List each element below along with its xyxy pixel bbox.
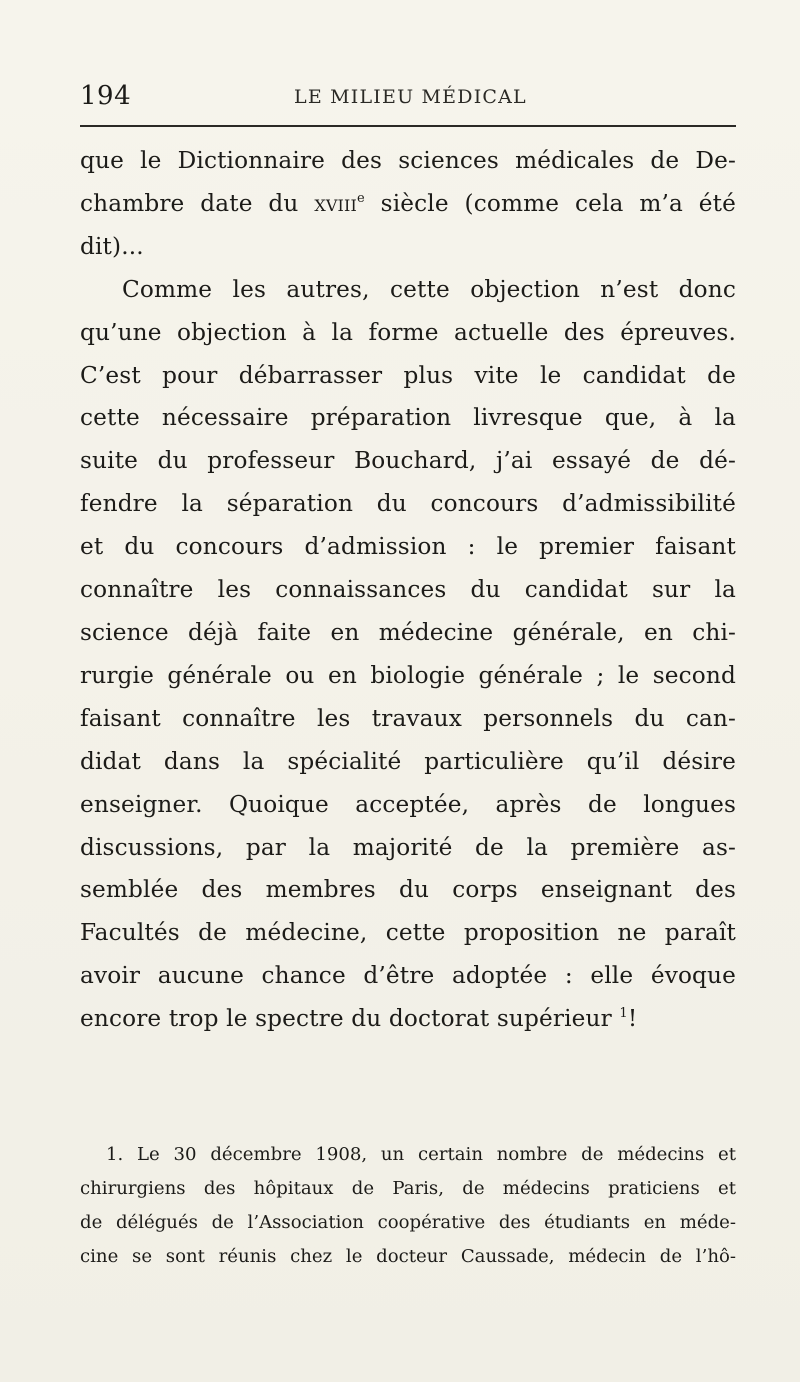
exclamation-mark: !: [627, 1005, 638, 1033]
text-line: qu’une objection à la forme actuelle des épreuves.: [80, 318, 736, 346]
text-line: rurgie générale ou en biologie générale ; le second: [80, 661, 736, 689]
text-line: science déjà faite en médecine générale, en chi-: [80, 618, 736, 646]
footnote-line: de délégués de l’Association coopérative des étudiants en méde-: [80, 1212, 736, 1233]
text-line: semblée des membres du corps enseignant des: [80, 876, 736, 904]
text-fragment: encore trop le spectre du doctorat supérieur: [80, 1005, 612, 1033]
text-line: Comme les autres, cette objection n’est donc: [122, 275, 736, 303]
text-fragment: chambre date du: [80, 189, 315, 217]
footnote-reference[interactable]: 1: [619, 1006, 628, 1022]
century-superscript: e: [356, 190, 365, 206]
text-line: faisant connaître les travaux personnels du can-: [80, 704, 736, 732]
footnote-line: chirurgiens des hôpitaux de Paris, de médecins praticiens et: [80, 1178, 736, 1199]
text-fragment: siècle (comme cela m’a été: [364, 189, 736, 217]
text-line: et du concours d’admission : le premier faisant: [80, 533, 736, 561]
running-title: LE MILIEU MÉDICAL: [294, 86, 527, 108]
text-line: avoir aucune chance d’être adoptée : elle évoque: [80, 962, 736, 990]
text-line: cette nécessaire préparation livresque que, à la: [80, 404, 736, 432]
text-line: discussions, par la majorité de la première as-: [80, 833, 736, 861]
header-rule: [80, 125, 736, 127]
text-line: enseigner. Quoique acceptée, après de longues: [80, 790, 736, 818]
footnote-line: cine se sont réunis chez le docteur Caussade, médecin de l’hô-: [80, 1246, 736, 1267]
footnote: [80, 1138, 736, 1274]
running-head: [80, 78, 740, 114]
text-line: C’est pour débarrasser plus vite le candidat de: [80, 361, 736, 389]
text-line: [80, 998, 736, 1041]
text-line: Facultés de médecine, cette proposition ne paraît: [80, 919, 736, 947]
text-line: didat dans la spécialité particulière qu’il désire: [80, 747, 736, 775]
text-line: fendre la séparation du concours d’admissibilité: [80, 490, 736, 518]
text-line: [80, 183, 736, 226]
main-text: [80, 140, 736, 1041]
text-line: suite du professeur Bouchard, j’ai essayé de dé-: [80, 447, 736, 475]
text-line: que le Dictionnaire des sciences médicales de De-: [80, 147, 736, 174]
footnote-line: 1. Le 30 décembre 1908, un certain nombre de médecins et: [106, 1144, 736, 1165]
page-number: 194: [80, 81, 132, 111]
text-line: dit)...: [80, 232, 144, 260]
text-line: connaître les connaissances du candidat sur la: [80, 576, 736, 604]
century-numeral: xviii: [314, 189, 357, 217]
